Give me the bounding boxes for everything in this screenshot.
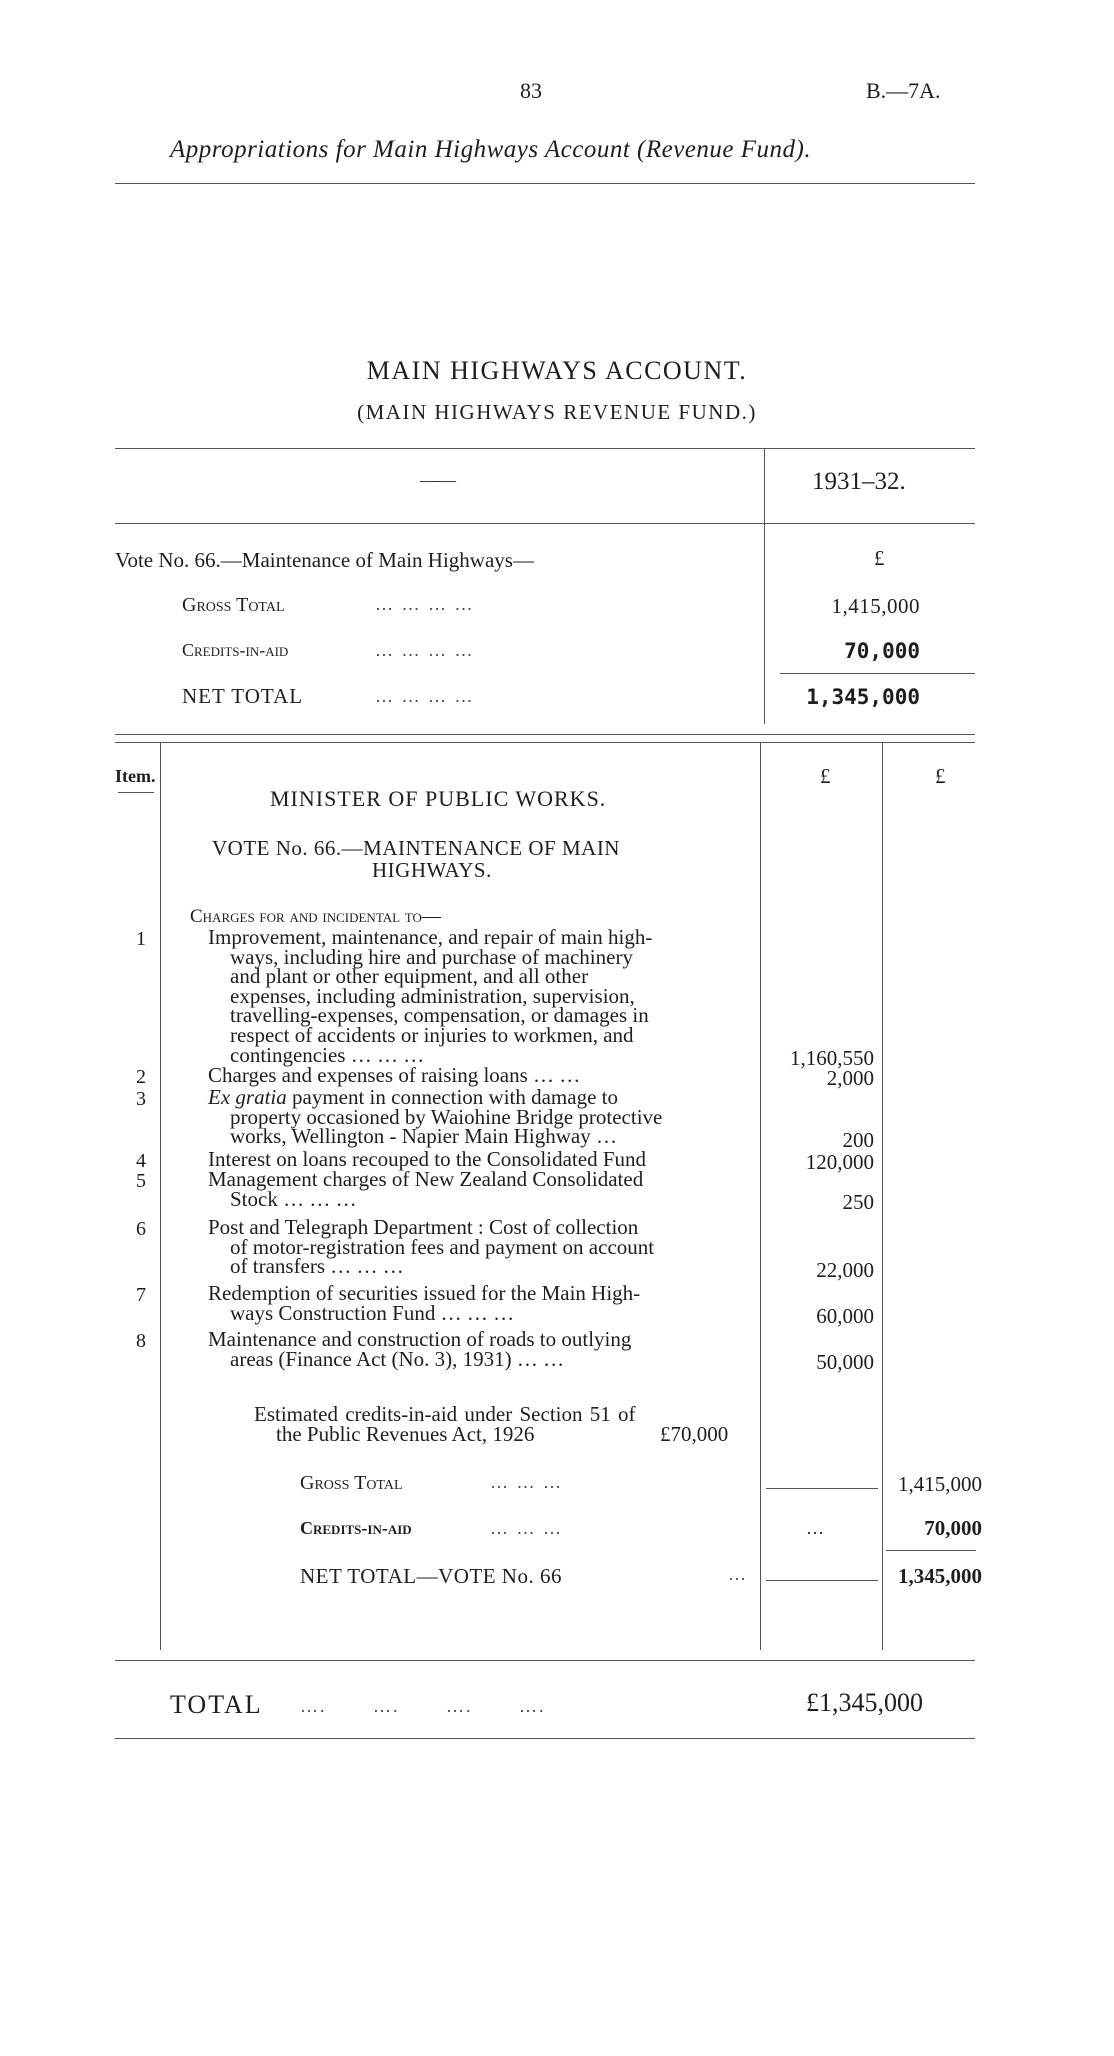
- item-amount: 50,000: [816, 1350, 874, 1374]
- item-line: Post and Telegraph Department : Cost of collection: [208, 1215, 639, 1239]
- item-line: Interest on loans recouped to the Consolidated Fund: [208, 1147, 646, 1171]
- charges-heading: Charges for and incidental to—: [190, 906, 441, 927]
- item-column-header: Item.: [115, 766, 156, 786]
- summary-bottom-rule: [115, 734, 975, 735]
- estimated-credits-note-line1: Estimated credits-in-aid under Section 51 of: [254, 1402, 636, 1426]
- running-title: Appropriations for Main Highways Account (Revenue Fund).: [170, 136, 812, 163]
- item-amount: 200: [842, 1128, 874, 1152]
- summary-top-rule: [115, 448, 975, 449]
- item-line: expenses, including administration, supervision,: [230, 983, 635, 1008]
- summary-gross-amount: 1,415,000: [831, 594, 920, 618]
- detail-credits-rule: [886, 1550, 976, 1551]
- detail-item-column-rule: [160, 742, 161, 1650]
- item-line: Ex gratia payment in connection with damage to: [208, 1085, 618, 1109]
- page-number: 83: [520, 78, 542, 103]
- detail-credits-dots: … … …: [490, 1518, 563, 1538]
- summary-gross-dots: … … … …: [375, 594, 475, 614]
- item-number: 5: [136, 1170, 146, 1192]
- account-title: MAIN HIGHWAYS ACCOUNT.: [366, 356, 748, 385]
- estimated-credits-note-line2: the Public Revenues Act, 1926: [276, 1422, 535, 1446]
- grand-total-label: TOTAL: [170, 1690, 263, 1719]
- item-description: [208, 925, 756, 1067]
- item-number: 6: [136, 1218, 146, 1240]
- vote-heading-line1: VOTE No. 66.—MAINTENANCE OF MAIN: [212, 836, 620, 860]
- item-amount: 250: [842, 1190, 874, 1214]
- detail-net-amount: 1,345,000: [898, 1564, 982, 1588]
- summary-credits-label: Credits-in-aid: [182, 640, 289, 660]
- item-description: [208, 1085, 756, 1149]
- estimated-credits-amount: £70,000: [660, 1422, 729, 1446]
- amount1-currency: £: [820, 764, 831, 788]
- detail-credits-col1: …: [806, 1518, 824, 1538]
- summary-net-amount: 1,345,000: [806, 685, 920, 709]
- account-subtitle: (MAIN HIGHWAYS REVENUE FUND.): [357, 400, 757, 424]
- item-line: Redemption of securities issued for the Main High-: [208, 1281, 641, 1305]
- item-amount: 2,000: [826, 1066, 874, 1090]
- item-line: Management charges of New Zealand Consolidated: [208, 1167, 644, 1191]
- item-number: 3: [136, 1088, 146, 1110]
- detail-bottom-rule: [115, 1660, 975, 1661]
- item-line: of motor-registration fees and payment on account: [230, 1234, 655, 1259]
- item-line: Maintenance and construction of roads to outlying: [208, 1327, 632, 1351]
- item-line: travelling-expenses, compensation, or damages in: [230, 1003, 649, 1028]
- summary-net-label: NET TOTAL: [182, 684, 304, 708]
- item-amount: 1,160,550: [790, 1046, 874, 1070]
- item-line: Improvement, maintenance, and repair of main high-: [208, 925, 653, 949]
- amount2-currency: £: [935, 764, 946, 788]
- document-code: B.—7A.: [866, 78, 941, 103]
- summary-year-header: 1931–32.: [812, 468, 906, 495]
- ex-gratia-italic: Ex gratia: [208, 1085, 287, 1109]
- item-line: works, Wellington - Napier Main Highway …: [230, 1124, 617, 1149]
- item-description: [208, 1327, 756, 1371]
- item-description: [208, 1215, 756, 1279]
- summary-vote-line: Vote No. 66.—Maintenance of Main Highways—: [115, 548, 534, 572]
- item-number: 7: [136, 1284, 146, 1306]
- detail-gross-label: Gross Total: [300, 1472, 403, 1494]
- detail-top-rule: [115, 742, 975, 743]
- summary-credits-dots: … … … …: [375, 640, 475, 660]
- detail-credits-label: Credits-in-aid: [300, 1518, 412, 1538]
- summary-column-rule: [764, 448, 765, 724]
- detail-credits-amount: 70,000: [924, 1516, 982, 1540]
- summary-net-dots: … … … …: [375, 686, 475, 706]
- summary-currency: £: [874, 546, 885, 570]
- item-number: 1: [136, 928, 146, 950]
- summary-credits-rule: [780, 673, 975, 674]
- header-rule: [115, 183, 975, 184]
- item-line: areas (Finance Act (No. 3), 1931) … …: [230, 1346, 565, 1371]
- grand-total-rule: [115, 1738, 975, 1739]
- item-line: Charges and expenses of raising loans … …: [208, 1063, 581, 1087]
- detail-amount2-column-rule: [882, 742, 883, 1650]
- item-number: 4: [136, 1150, 146, 1172]
- detail-net-dots: …: [728, 1564, 748, 1584]
- summary-dash-header: ——: [420, 470, 456, 490]
- detail-net-label: NET TOTAL—VOTE No. 66: [300, 1564, 562, 1588]
- item-line: and plant or other equipment, and all other: [230, 964, 589, 989]
- detail-gross-dots: … … …: [490, 1472, 563, 1492]
- item-line: property occasioned by Waiohine Bridge protective: [230, 1104, 663, 1129]
- item-amount: 22,000: [816, 1258, 874, 1282]
- item-line: of transfers … … …: [230, 1254, 404, 1279]
- item-description: [208, 1281, 756, 1325]
- item-line: ways Construction Fund … … …: [230, 1300, 515, 1325]
- minister-heading: MINISTER OF PUBLIC WORKS.: [270, 786, 607, 811]
- item-line: ways, including hire and purchase of machinery: [230, 944, 633, 969]
- item-header-underline: [118, 792, 154, 793]
- item-number: 8: [136, 1330, 146, 1352]
- summary-header-rule: [115, 523, 975, 524]
- vote-heading-line2: HIGHWAYS.: [372, 858, 492, 882]
- item-amount: 120,000: [805, 1150, 874, 1174]
- summary-gross-label: Gross Total: [182, 594, 285, 616]
- grand-total-dots: …. …. …. ….: [300, 1696, 546, 1716]
- detail-gross-amount: 1,415,000: [898, 1472, 982, 1496]
- item-description: [208, 1063, 756, 1087]
- summary-credits-amount: 70,000: [844, 639, 920, 663]
- item-line: respect of accidents or injuries to workmen, and: [230, 1022, 634, 1047]
- grand-total-amount: £1,345,000: [806, 1688, 923, 1717]
- item-line: contingencies … … …: [230, 1042, 425, 1067]
- item-number: 2: [136, 1066, 146, 1088]
- item-description: [208, 1167, 756, 1211]
- item-line: Stock … … …: [230, 1186, 357, 1211]
- item-amount: 60,000: [816, 1304, 874, 1328]
